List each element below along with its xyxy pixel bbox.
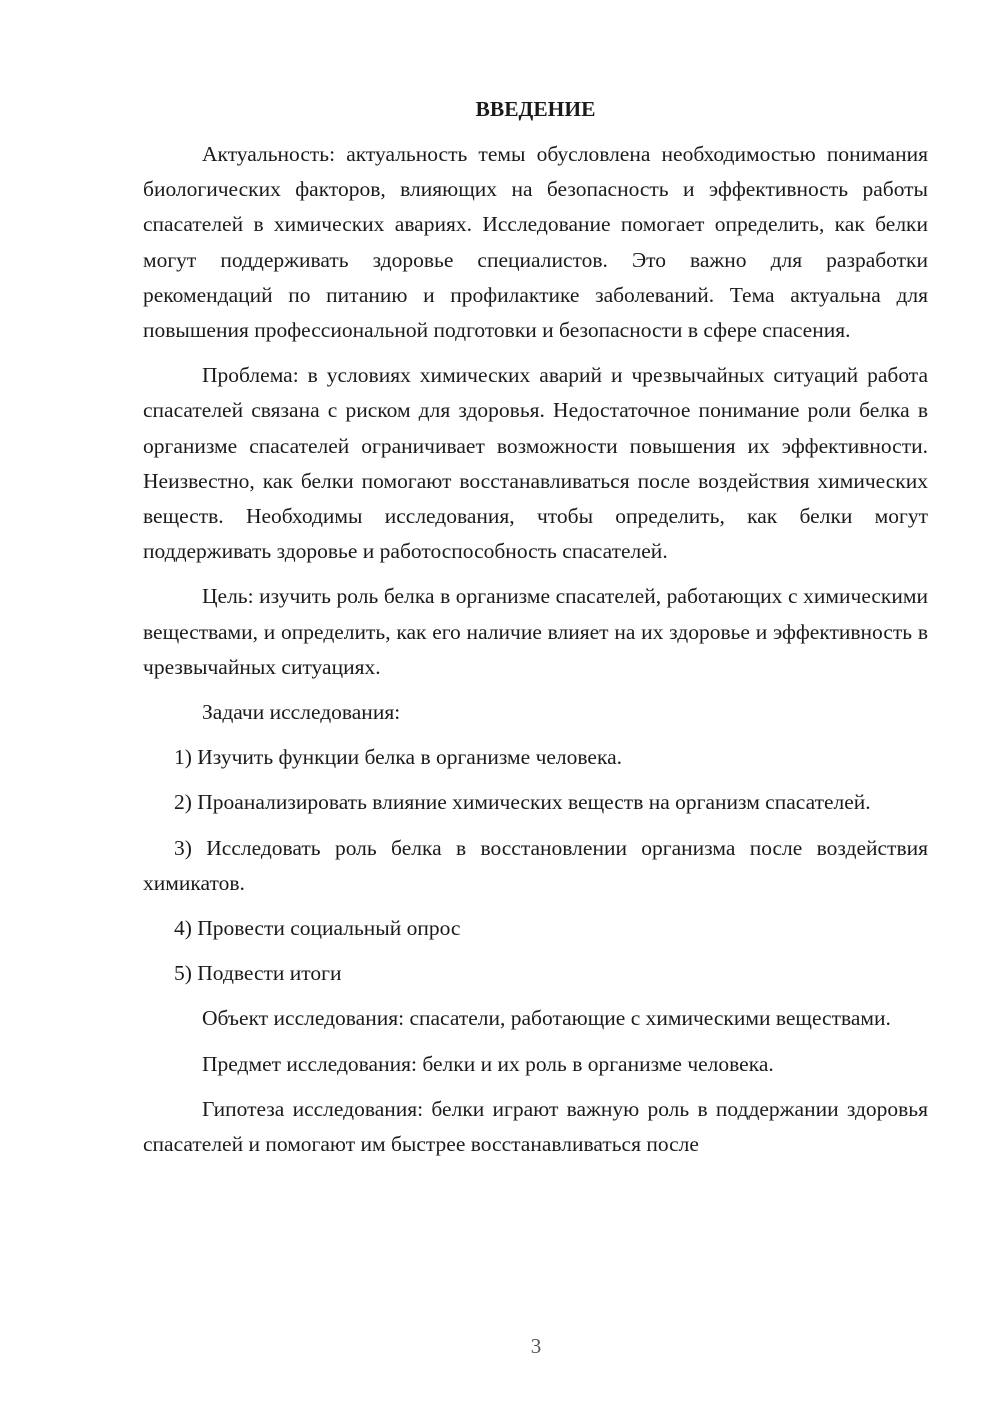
- paragraph-goal: Цель: изучить роль белка в организме спасателей, работающих с химическими веществами, и определить, как его наличие влияет на их здоровье и эффективность в чрезвычайных ситуациях.: [143, 584, 928, 679]
- page-number: 3: [530, 1334, 542, 1358]
- task-item-2: 2) Проанализировать влияние химических веществ на организм спасателей.: [174, 790, 871, 815]
- task-item-5: 5) Подвести итоги: [174, 961, 342, 986]
- task-item-4: 4) Провести социальный опрос: [174, 916, 461, 941]
- paragraph-relevance: Актуальность: актуальность темы обусловлена необходимостью понимания биологических факторов, влияющих на безопасность и эффективность работы спасателей в химических авариях. Исследование помогает определить, как белки могут поддерживать здоровье специалистов. Это важно для разработки рекомендаций по питанию и профилактике заболеваний. Тема актуальна для повышения профессиональной подготовки и безопасности в сфере спасения.: [143, 142, 928, 343]
- task-item-1: 1) Изучить функции белка в организме человека.: [174, 745, 623, 770]
- paragraph-subject: Предмет исследования: белки и их роль в организме человека.: [202, 1051, 774, 1076]
- task-item-3: 3) Исследовать роль белка в восстановлении организма после воздействия химикатов.: [143, 835, 928, 895]
- paragraph-hypothesis: Гипотеза исследования: белки играют важную роль в поддержании здоровья спасателей и помогают им быстрее восстанавливаться после: [143, 1096, 928, 1157]
- paragraph-tasks-heading: Задачи исследования:: [202, 700, 401, 725]
- section-title: ВВЕДЕНИЕ: [475, 97, 596, 121]
- page-content: [143, 92, 928, 1172]
- paragraph-object: Объект исследования: спасатели, работающие с химическими веществами.: [202, 1006, 891, 1031]
- paragraph-problem: Проблема: в условиях химических аварий и чрезвычайных ситуаций работа спасателей связана с риском для здоровья. Недостаточное понимание роли белка в организме спасателей ограничивает возможности повышения их эффективности. Неизвестно, как белки помогают восстанавливаться после воздействия химических веществ. Необходимы исследования, чтобы определить, как белки могут поддерживать здоровье и работоспособность спасателей.: [143, 363, 928, 564]
